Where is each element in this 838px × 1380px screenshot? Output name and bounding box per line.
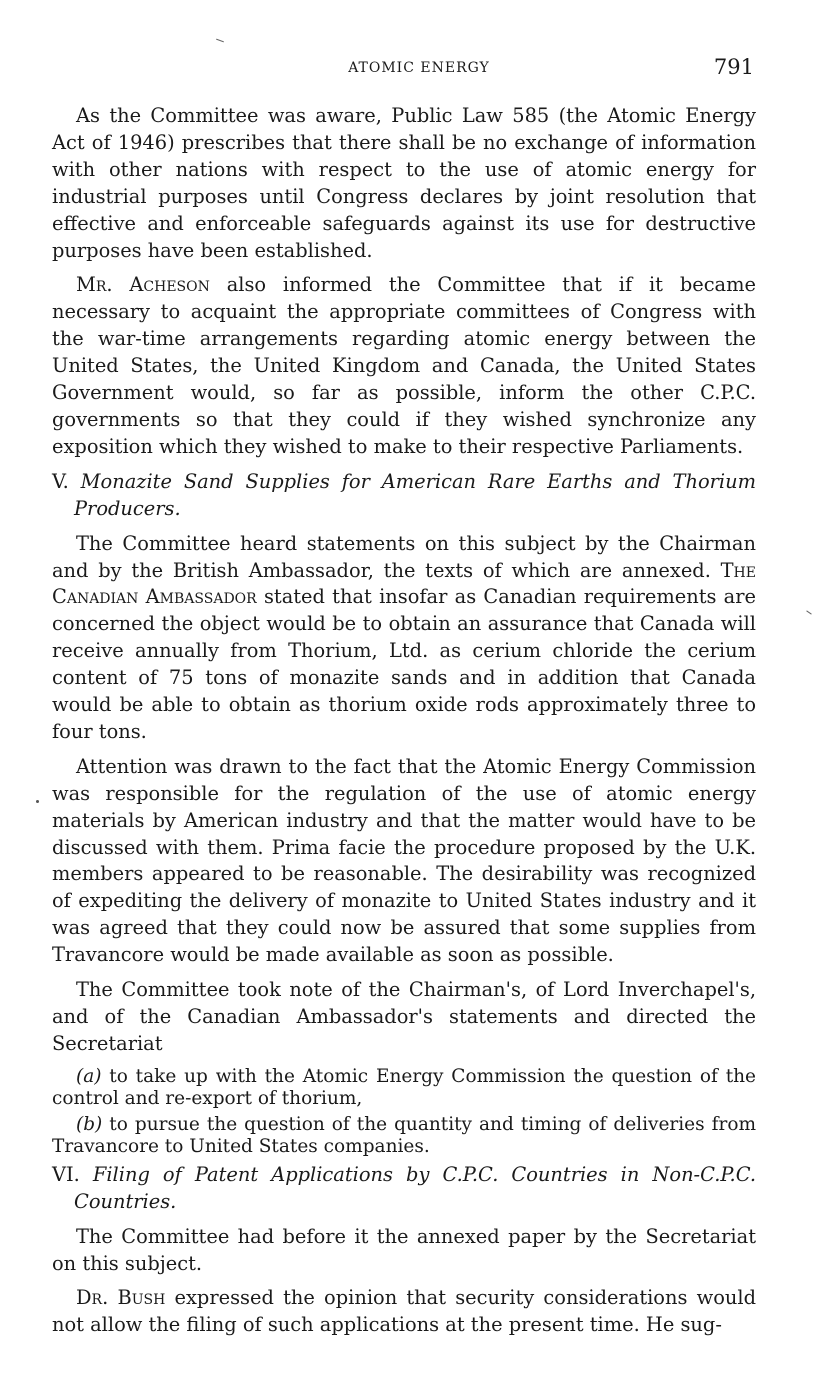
scan-mark <box>216 39 224 43</box>
paragraph-text: also informed the Committee that if it became necessary to acquaint the appropriate committees of Congress with the war-time arrangements regarding atomic energy between the United States, the United Kingdom and Canada, the United States Government would, so far as possible, inform the other C.P.C. governments so that they could if they wished synchronize any exposition which they wished to make to their respective Parliaments. <box>52 273 756 458</box>
paragraph: The Committee had before it the annexed paper by the Secretariat on this subject. <box>52 1224 756 1275</box>
paragraph: Attention was drawn to the fact that the Atomic Energy Commission was responsible for the regulation of the use of atomic energy materials by American industry and that the matter would have to be discussed with them. Prima facie the procedure proposed by the U.K. members appeared to be reasonable. The desirability was recognized of expediting the delivery of monazite to United States industry and it was agreed that they could now be assured that some supplies from Travancore would be made available as soon as possible. <box>52 754 756 967</box>
scan-mark <box>806 610 811 614</box>
section-title: Filing of Patent Applications by C.P.C. Countries in Non-C.P.C. Countries. <box>74 1162 757 1213</box>
list-item <box>52 1114 756 1158</box>
list-item <box>52 1066 756 1110</box>
speaker-name: The Canadian Ambassador <box>52 558 756 609</box>
paragraph-text: stated that insofar as Canadian requirements are concerned the object would be to obtain an assurance that Canada will receive annually from Thorium, Ltd. as cerium chloride the cerium content of 75 tons of monazite sands and in addition that Canada would be able to obtain as thorium oxide rods approximately three to four tons. <box>52 585 756 743</box>
paragraph-text: The Committee heard statements on this subject by the Chairman and by the British Ambassador, the texts of which are annexed. <box>52 531 756 582</box>
body-text <box>52 103 756 1347</box>
section-number: VI. <box>52 1162 80 1186</box>
paragraph-text: expressed the opinion that security considerations would not allow the filing of such applications at the present time. He sug- <box>52 1286 757 1337</box>
scan-mark <box>36 800 39 803</box>
paragraph: As the Committee was aware, Public Law 585 (the Atomic Energy Act of 1946) prescribes that there shall be no exchange of information with other nations with respect to the use of atomic energy for industrial purposes until Congress declares by joint resolution that effective and enforceable safeguards against its use for destructive purposes have been established. <box>52 104 756 262</box>
paragraph <box>52 531 756 746</box>
paragraph <box>52 272 756 460</box>
section-number: V. <box>52 469 69 493</box>
section-title: Monazite Sand Supplies for American Rare Earths and Thorium Producers. <box>74 469 756 520</box>
list-text: to take up with the Atomic Energy Commission the question of the control and re-export of thorium, <box>52 1065 756 1109</box>
paragraph <box>52 1285 756 1339</box>
section-heading <box>52 469 756 523</box>
section-heading <box>52 1162 756 1216</box>
speaker-name: Dr. Bush <box>76 1286 166 1310</box>
list-label: (a) <box>76 1065 102 1087</box>
paragraph: The Committee took note of the Chairman's, of Lord Inverchapel's, and of the Canadian Ambassador's statements and directed the Secretariat <box>52 978 756 1055</box>
speaker-name: Mr. Acheson <box>76 273 210 297</box>
running-header: ATOMIC ENERGY <box>348 60 490 76</box>
list-label: (b) <box>76 1113 103 1135</box>
list-text: to pursue the question of the quantity and timing of deliveries from Travancore to United States companies. <box>52 1113 756 1157</box>
page-number: 791 <box>713 55 754 79</box>
